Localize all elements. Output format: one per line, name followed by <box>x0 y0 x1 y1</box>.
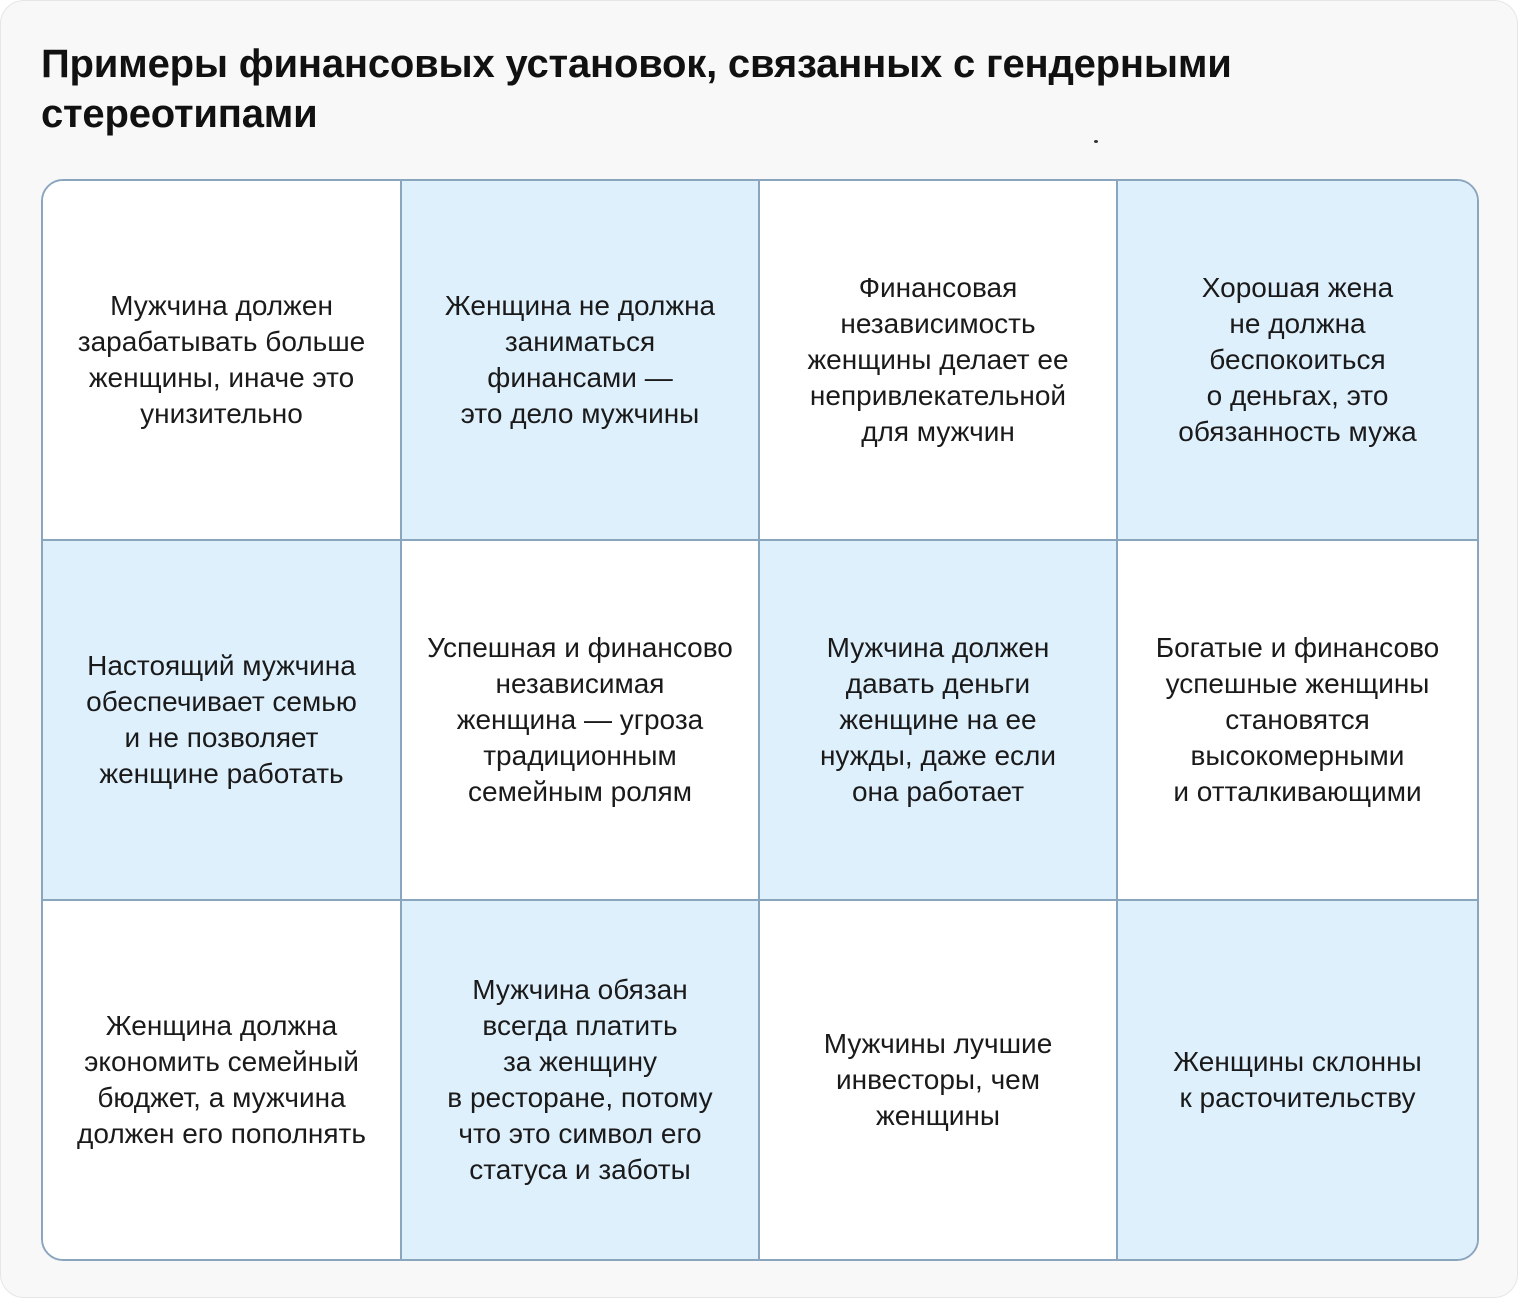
grid-cell-r3-c3: Мужчины лучшие инвесторы, чем женщины <box>760 901 1118 1259</box>
stereotypes-grid <box>41 179 1479 1261</box>
stray-dot <box>1094 140 1098 143</box>
grid-cell-r3-c1: Женщина должна экономить семейный бюджет, а мужчина должен его пополнять <box>43 901 402 1259</box>
grid-cell-r1-c1: Мужчина должен зарабатывать больше женщины, иначе это унизительно <box>43 181 402 541</box>
grid-cell-r2-c1: Настоящий мужчина обеспечивает семью и не позволяет женщине работать <box>43 541 402 901</box>
grid-cell-r3-c4: Женщины склонны к расточительству <box>1118 901 1477 1259</box>
grid-cell-r2-c3: Мужчина должен давать деньги женщине на ее нужды, даже если она работает <box>760 541 1118 901</box>
grid-cell-r2-c4: Богатые и финансово успешные женщины становятся высокомерными и отталкивающими <box>1118 541 1477 901</box>
grid-cell-r1-c3: Финансовая независимость женщины делает ее непривлекательной для мужчин <box>760 181 1118 541</box>
grid-cell-r2-c2: Успешная и финансово независимая женщина — угроза традиционным семейным ролям <box>402 541 760 901</box>
grid-cell-r1-c4: Хорошая жена не должна беспокоиться о деньгах, это обязанность мужа <box>1118 181 1477 541</box>
grid-cell-r1-c2: Женщина не должна заниматься финансами — это дело мужчины <box>402 181 760 541</box>
page-title: Примеры финансовых установок, связанных с гендерными стереотипами <box>41 42 1232 136</box>
grid-cell-r3-c2: Мужчина обязан всегда платить за женщину в ресторане, потому что это символ его статуса и заботы <box>402 901 760 1259</box>
